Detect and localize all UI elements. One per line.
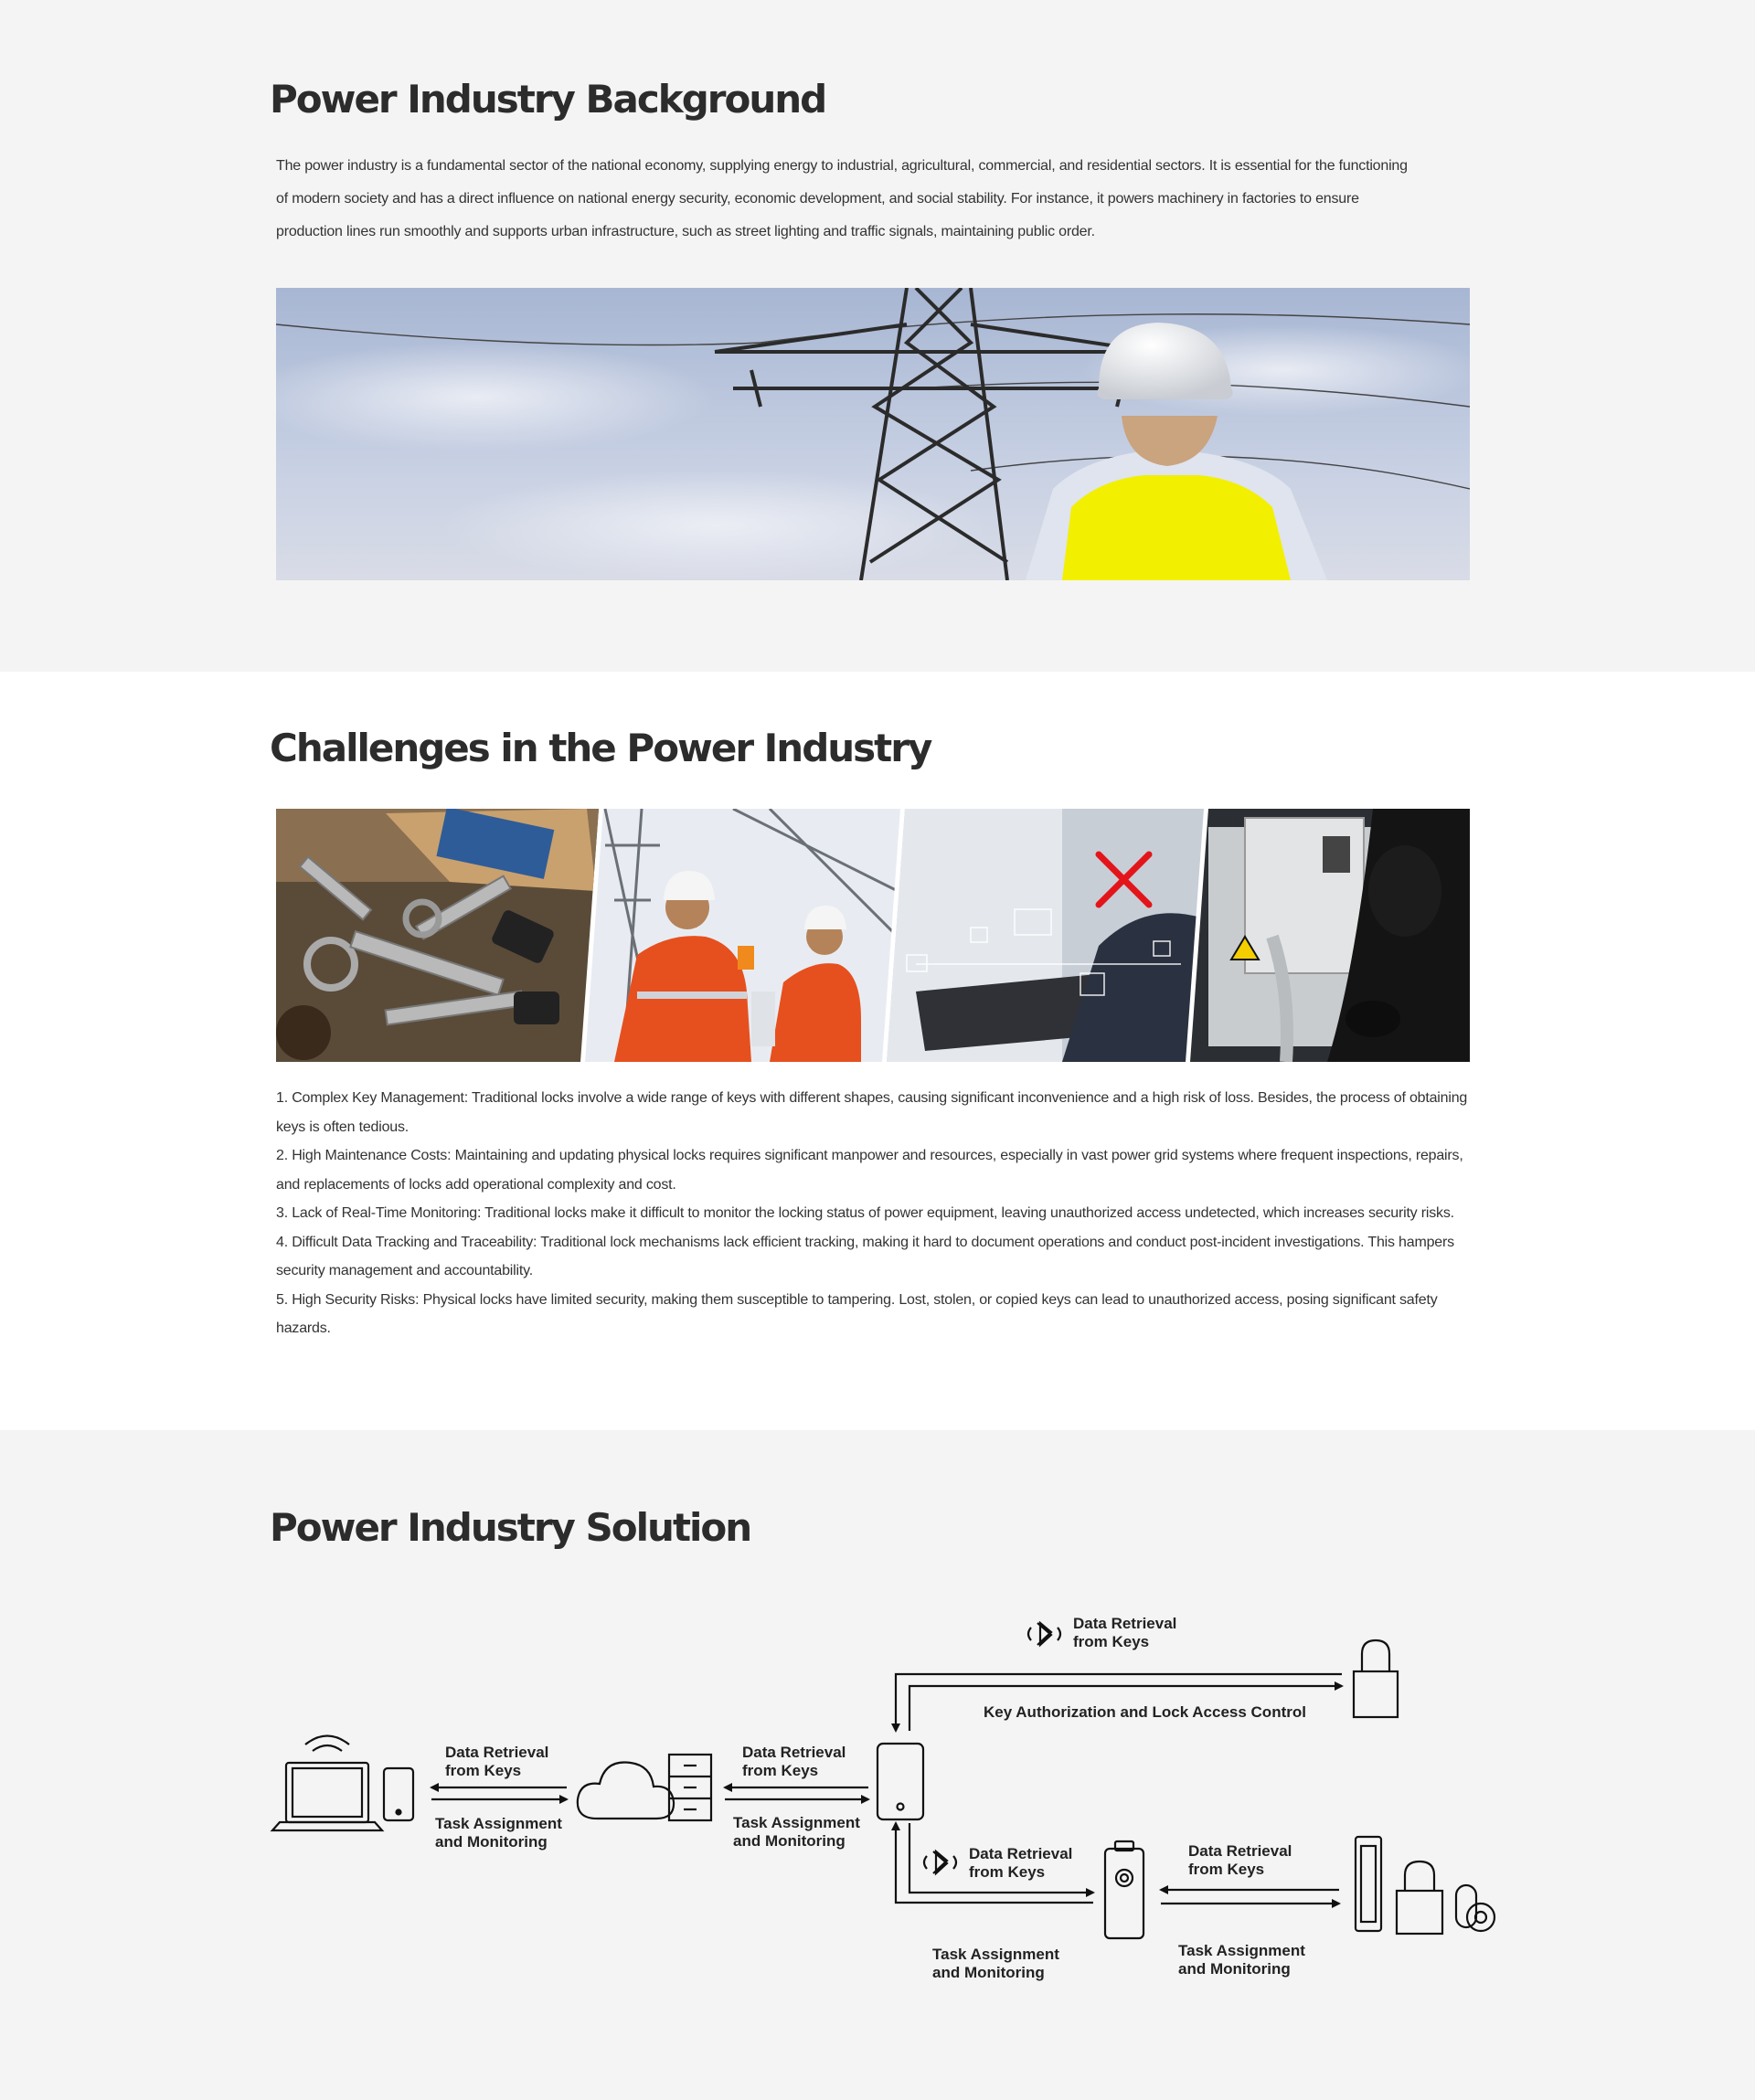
svg-text:from Keys: from Keys <box>1188 1861 1265 1878</box>
challenge-item: 4. Difficult Data Tracking and Traceability: Traditional lock mechanisms lack efficient tracking, making it hard to document operations and conduct post-incident investigations. This hampers security management and accountability. <box>276 1234 1454 1278</box>
wifi-icon <box>305 1736 349 1752</box>
svg-text:Task Assignment: Task Assignment <box>1178 1942 1305 1959</box>
solution-diagram <box>265 1613 1526 2070</box>
padlock-icon <box>1354 1640 1398 1717</box>
svg-text:Task Assignment: Task Assignment <box>435 1815 562 1832</box>
solution-section <box>0 1430 1755 2100</box>
mobile-app-phone-icon <box>878 1744 923 1819</box>
svg-text:from Keys: from Keys <box>1073 1633 1150 1650</box>
challenge-item: 3. Lack of Real-Time Monitoring: Traditional locks make it difficult to monitor the locking status of power equipment, leaving unauthorized access undetected, which increases security risks. <box>276 1205 1454 1221</box>
bluetooth-icon <box>924 1851 956 1873</box>
solution-title: Power Industry Solution <box>270 1505 751 1550</box>
electronic-key-icon <box>1105 1841 1143 1938</box>
svg-text:and Monitoring: and Monitoring <box>1178 1960 1291 1978</box>
laptop-no-monitoring-image <box>879 809 1208 1062</box>
cabinet-lock-icon <box>1356 1837 1381 1931</box>
background-title: Power Industry Background <box>270 77 826 122</box>
cabinet-tamper-image <box>1181 809 1470 1062</box>
challenges-image-strip <box>276 809 1470 1062</box>
background-section <box>0 0 1755 672</box>
cloud-icon <box>578 1762 674 1819</box>
svg-text:from Keys: from Keys <box>969 1863 1046 1881</box>
svg-text:Data Retrieval: Data Retrieval <box>1073 1615 1177 1632</box>
svg-text:Task Assignment: Task Assignment <box>932 1946 1059 1963</box>
svg-text:Data Retrieval: Data Retrieval <box>1188 1842 1292 1860</box>
svg-text:from Keys: from Keys <box>742 1762 819 1779</box>
svg-text:from Keys: from Keys <box>445 1762 522 1779</box>
svg-text:Data Retrieval: Data Retrieval <box>969 1845 1073 1862</box>
challenge-item: 5. High Security Risks: Physical locks have limited security, making them susceptible to tampering. Lost, stolen, or copied keys can lead to unauthorized access, posing significant safety hazards. <box>276 1291 1438 1336</box>
challenge-item: 1. Complex Key Management: Traditional locks involve a wide range of keys with different shapes, causing significant inconvenience and a high risk of loss. Besides, the process of obtaining keys is often tedious. <box>276 1090 1468 1135</box>
padlock-icon <box>1397 1861 1442 1934</box>
background-paragraph: The power industry is a fundamental sector of the national economy, supplying energy to industrial, agricultural, commercial, and residential sectors. It is essential for the functioning of modern society and has a direct influence on national energy security, economic development, and social stability. For instance, it powers machinery in factories to ensure production lines run smoothly and supports urban infrastructure, such as street lighting and traffic signals, maintaining public order. <box>276 158 1408 239</box>
middle-labels <box>733 1744 860 1850</box>
challenges-section <box>0 672 1755 1430</box>
svg-text:Data Retrieval: Data Retrieval <box>445 1744 549 1761</box>
bluetooth-icon <box>1028 1623 1060 1645</box>
svg-text:and Monitoring: and Monitoring <box>435 1833 548 1851</box>
svg-text:and Monitoring: and Monitoring <box>733 1832 846 1850</box>
challenges-list <box>276 1084 1483 1343</box>
workers-inspection-image <box>578 809 907 1062</box>
svg-text:Data Retrieval: Data Retrieval <box>742 1744 846 1761</box>
left-labels <box>435 1744 562 1851</box>
hero-image-worker-pylon <box>276 288 1470 580</box>
challenge-item: 2. High Maintenance Costs: Maintaining and updating physical locks requires significant manpower and resources, especially in vast power grid systems where frequent inspections, repairs, and replacements of locks add operational complexity and cost. <box>276 1148 1463 1193</box>
challenges-title: Challenges in the Power Industry <box>270 726 931 770</box>
server-icon <box>669 1755 711 1820</box>
laptop-icon <box>272 1763 382 1830</box>
cam-lock-icon <box>1456 1885 1494 1931</box>
phone-icon <box>384 1768 413 1820</box>
svg-text:Task Assignment: Task Assignment <box>733 1814 860 1831</box>
svg-text:Key Authorization and Lock Acc: Key Authorization and Lock Access Control <box>984 1703 1306 1721</box>
keys-pile-image <box>276 809 605 1062</box>
svg-text:and Monitoring: and Monitoring <box>932 1964 1045 1981</box>
